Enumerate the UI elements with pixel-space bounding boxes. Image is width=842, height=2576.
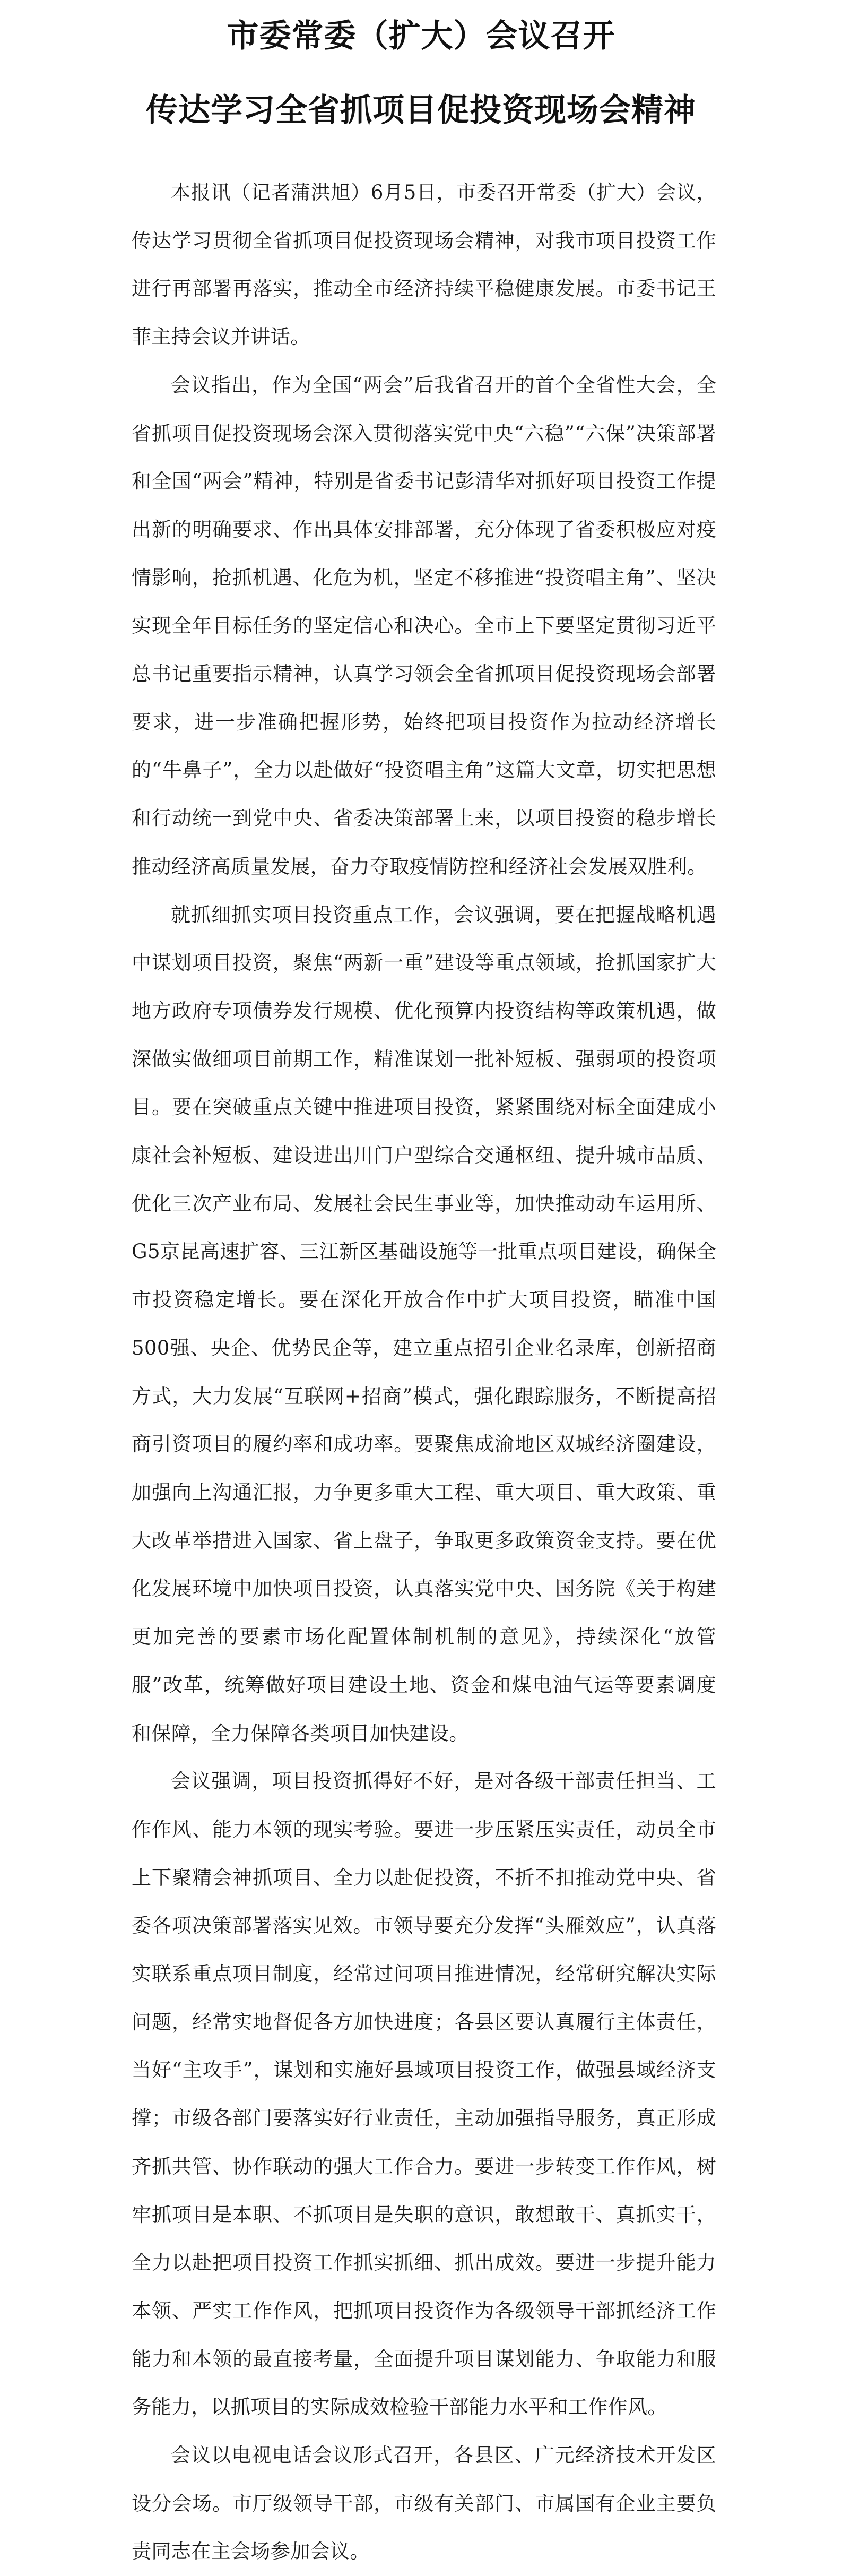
headline-line-1: 市委常委（扩大）会议召开: [227, 18, 615, 55]
headline-block: [0, 10, 842, 137]
paragraph-lead: 本报讯（记者蒲洪旭）6月5日，市委召开常委（扩大）会议，传达学习贯彻全省抓项目促投资现场会精神，对我市项目投资工作进行再部署再落实，推动全市经济持续平稳健康发展。市委书记王菲主持会议并讲话。: [132, 181, 716, 349]
paragraph-responsibility: 会议强调，项目投资抓得好不好，是对各级干部责任担当、工作作风、能力本领的现实考验。要进一步压紧压实责任，动员全市上下聚精会神抓项目、全力以赴促投资，不折不扣推动党中央、省委各项决策部署落实见效。市领导要充分发挥“头雁效应”，认真落实联系重点项目制度，经常过问项目推进情况，经常研究解决实际问题，经常实地督促各方加快进度；各县区要认真履行主体责任，当好“主攻手”，谋划和实施好县域项目投资工作，做强县域经济支撑；市级各部门要落实好行业责任，主动加强指导服务，真正形成齐抓共管、协作联动的强大工作合力。要进一步转变工作作风，树牢抓项目是本职、不抓项目是失职的意识，敢想敢干、真抓实干，全力以赴把项目投资工作抓实抓细、抓出成效。要进一步提升能力本领、严实工作作风，把抓项目投资作为各级领导干部抓经济工作能力和本领的最直接考量，全面提升项目谋划能力、争取能力和服务能力，以抓项目的实际成效检验干部能力水平和工作作风。: [132, 1770, 716, 2419]
headline-line-2: 传达学习全省抓项目促投资现场会精神: [146, 92, 696, 129]
paragraph-key-tasks: 就抓细抓实项目投资重点工作，会议强调，要在把握战略机遇中谋划项目投资，聚焦“两新一重”建设等重点领域，抢抓国家扩大地方政府专项债券发行规模、优化预算内投资结构等政策机遇，做深做实做细项目前期工作，精准谋划一批补短板、强弱项的投资项目。要在突破重点关键中推进项目投资，紧紧围绕对标全面建成小康社会补短板、建设进出川门户型综合交通枢纽、提升城市品质、优化三次产业布局、发展社会民生事业等，加快推动动车运用所、G5京昆高速扩容、三江新区基础设施等一批重点项目建设，确保全市投资稳定增长。要在深化开放合作中扩大项目投资，瞄准中国500强、央企、优势民企等，建立重点招引企业名录库，创新招商方式，大力发展“互联网+招商”模式，强化跟踪服务，不断提高招商引资项目的履约率和成功率。要聚焦成渝地区双城经济圈建设，加强向上沟通汇报，力争更多重大工程、重大项目、重大政策、重大改革举措进入国家、省上盘子，争取更多政策资金支持。要在优化发展环境中加快项目投资，认真落实党中央、国务院《关于构建更加完善的要素市场化配置体制机制的意见》，持续深化“放管服”改革，统筹做好项目建设土地、资金和煤电油气运等要素调度和保障，全力保障各类项目加快建设。: [132, 903, 716, 1745]
paragraph-meeting-format: 会议以电视电话会议形式召开，各县区、广元经济技术开发区设分会场。市厅级领导干部，市级有关部门、市属国有企业主要负责同志在主会场参加会议。: [132, 2444, 716, 2563]
paragraph-meeting-significance: 会议指出，作为全国“两会”后我省召开的首个全省性大会，全省抓项目促投资现场会深入贯彻落实党中央“六稳”“六保”决策部署和全国“两会”精神，特别是省委书记彭清华对抓好项目投资工作提出新的明确要求、作出具体安排部署，充分体现了省委积极应对疫情影响，抢抓机遇、化危为机，坚定不移推进“投资唱主角”、坚决实现全年目标任务的坚定信心和决心。全市上下要坚定贯彻习近平总书记重要指示精神，认真学习领会全省抓项目促投资现场会部署要求，进一步准确把握形势，始终把项目投资作为拉动经济增长的“牛鼻子”，全力以赴做好“投资唱主角”这篇大文章，切实把思想和行动统一到党中央、省委决策部署上来，以项目投资的稳步增长推动经济高质量发展，奋力夺取疫情防控和经济社会发展双胜利。: [132, 373, 716, 878]
article-body: [132, 169, 716, 2576]
